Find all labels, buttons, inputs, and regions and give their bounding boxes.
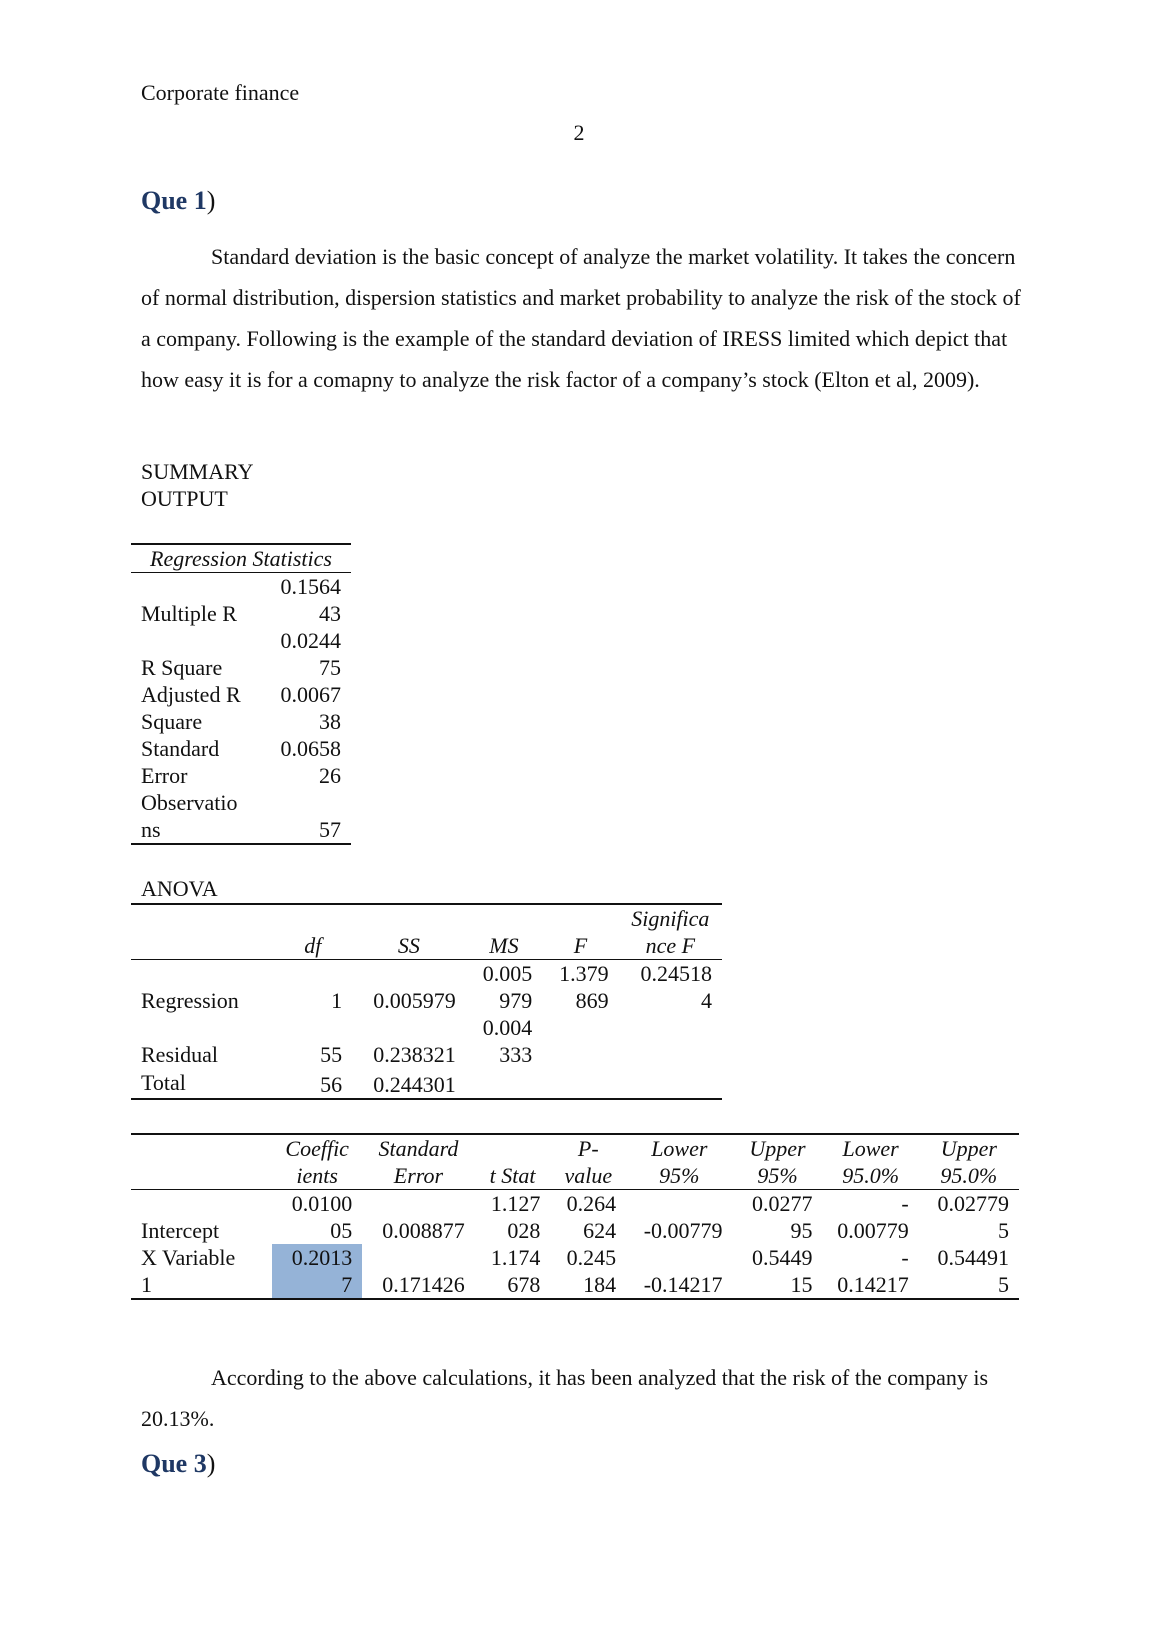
anova-cell: 0.005979 bbox=[373, 988, 456, 1013]
coefficients-table bbox=[131, 1133, 1019, 1300]
coef-cell: 0.264 624 bbox=[566, 1191, 617, 1243]
coef-cell: - 0.14217 bbox=[837, 1245, 909, 1297]
anova-header: Significa nce F bbox=[631, 906, 710, 958]
table-row bbox=[131, 735, 351, 789]
stat-label: Observatio ns bbox=[141, 790, 238, 842]
intro-paragraph-text: Standard deviation is the basic concept of analyze the market volatility. It takes the concern of normal distribution, dispersion statistics and market probability to analyze the risk of the stock of a company. Following is the example of the standard deviation of IRESS limited which depict that how easy it is for a comapny to analyze the risk factor of a company’s stock (Elton et al, 2009). bbox=[141, 244, 1021, 392]
coef-header: P- value bbox=[564, 1136, 613, 1188]
anova-cell: Total bbox=[141, 1070, 186, 1095]
coef-cell-highlighted: 0.2013 7 bbox=[272, 1244, 362, 1299]
coef-header: Lower 95.0% bbox=[842, 1136, 900, 1188]
table-row bbox=[131, 1068, 722, 1099]
table-row bbox=[131, 627, 351, 681]
question-1-heading-text: Que 1 bbox=[141, 186, 207, 215]
anova-cell bbox=[466, 1068, 542, 1099]
coef-cell: 0.245 184 bbox=[566, 1245, 617, 1297]
coef-cell: 0.008877 bbox=[382, 1218, 465, 1243]
coef-header bbox=[131, 1134, 272, 1190]
coef-cell: 0.0277 95 bbox=[752, 1191, 813, 1243]
anova-cell: 0.005 979 bbox=[482, 961, 533, 1013]
stat-value: 0.0067 38 bbox=[280, 682, 341, 734]
coef-cell: 1.127 028 bbox=[490, 1191, 541, 1243]
coef-header: t Stat bbox=[489, 1163, 536, 1188]
anova-cell: 0.244301 bbox=[373, 1072, 456, 1097]
question-1-heading-paren: ) bbox=[206, 186, 216, 215]
anova-cell: 0.24518 4 bbox=[640, 961, 712, 1013]
intro-paragraph bbox=[141, 236, 1021, 400]
page-number: 2 bbox=[573, 120, 585, 145]
conclusion-text: According to the above calculations, it has been analyzed that the risk of the company is 20.13%. bbox=[141, 1365, 989, 1431]
anova-header: SS bbox=[397, 933, 420, 958]
table-row bbox=[131, 1014, 722, 1068]
stat-value: 0.0658 26 bbox=[280, 736, 341, 788]
anova-cell: 55 bbox=[320, 1042, 343, 1067]
coef-header: Upper 95% bbox=[749, 1136, 806, 1188]
coef-cell: 0.0100 05 bbox=[291, 1191, 353, 1243]
anova-header: MS bbox=[489, 933, 519, 958]
anova-cell bbox=[619, 1068, 722, 1099]
coef-header: Coeffic ients bbox=[285, 1136, 349, 1188]
coef-header: Lower 95% bbox=[651, 1136, 708, 1188]
stat-label: Adjusted R Square bbox=[141, 682, 241, 734]
regression-statistics-title: Regression Statistics bbox=[150, 546, 332, 571]
stat-value: 57 bbox=[319, 817, 341, 842]
table-row bbox=[131, 1244, 1019, 1299]
anova-header-row bbox=[131, 904, 722, 960]
coef-cell: Intercept bbox=[141, 1218, 220, 1243]
table-row bbox=[131, 1190, 1019, 1245]
coef-header: Upper 95.0% bbox=[940, 1136, 998, 1188]
coef-cell: 0.171426 bbox=[382, 1272, 465, 1297]
anova-label: ANOVA bbox=[141, 876, 218, 901]
conclusion-paragraph bbox=[141, 1357, 1021, 1439]
regression-statistics-table bbox=[131, 543, 351, 845]
stat-value: 0.1564 43 bbox=[280, 574, 341, 626]
stat-value: 0.0244 75 bbox=[280, 628, 341, 680]
anova-cell bbox=[542, 1014, 618, 1068]
anova-header: F bbox=[573, 933, 588, 958]
coef-cell: -0.00779 bbox=[643, 1218, 723, 1243]
anova-header: df bbox=[304, 933, 322, 958]
coef-cell: - 0.00779 bbox=[837, 1191, 909, 1243]
anova-cell bbox=[542, 1068, 618, 1099]
anova-cell: 56 bbox=[320, 1072, 343, 1097]
coef-cell: 1.174 678 bbox=[490, 1245, 541, 1297]
stat-label: R Square bbox=[141, 655, 223, 680]
anova-cell bbox=[619, 1014, 722, 1068]
anova-cell: 1 bbox=[331, 988, 343, 1013]
question-3-heading-paren: ) bbox=[206, 1449, 216, 1478]
running-header: Corporate finance bbox=[141, 80, 300, 105]
anova-header bbox=[131, 904, 274, 960]
question-3-heading bbox=[141, 1449, 215, 1479]
coef-cell: 0.5449 15 bbox=[752, 1245, 813, 1297]
stat-label: Standard Error bbox=[141, 736, 220, 788]
coef-cell: -0.14217 bbox=[643, 1272, 723, 1297]
anova-cell: 0.238321 bbox=[373, 1042, 456, 1067]
summary-output-label: SUMMARY OUTPUT bbox=[141, 459, 254, 511]
table-row bbox=[131, 960, 722, 1015]
coefficients-header-row bbox=[131, 1134, 1019, 1190]
question-3-heading-text: Que 3 bbox=[141, 1449, 207, 1478]
anova-table bbox=[131, 903, 722, 1100]
table-row bbox=[131, 681, 351, 735]
stat-label: Multiple R bbox=[141, 601, 237, 626]
coef-cell: X Variable 1 bbox=[141, 1245, 236, 1297]
anova-cell: Regression bbox=[141, 988, 239, 1013]
question-1-heading bbox=[141, 186, 215, 216]
coef-cell: 0.02779 5 bbox=[937, 1191, 1009, 1243]
table-row bbox=[131, 573, 351, 628]
anova-cell: 0.004 333 bbox=[482, 1015, 533, 1067]
anova-cell: 1.379 869 bbox=[559, 961, 609, 1013]
table-row bbox=[131, 789, 351, 844]
anova-cell: Residual bbox=[141, 1042, 218, 1067]
coef-header: Standard Error bbox=[378, 1136, 459, 1188]
coef-cell: 0.54491 5 bbox=[937, 1245, 1009, 1297]
